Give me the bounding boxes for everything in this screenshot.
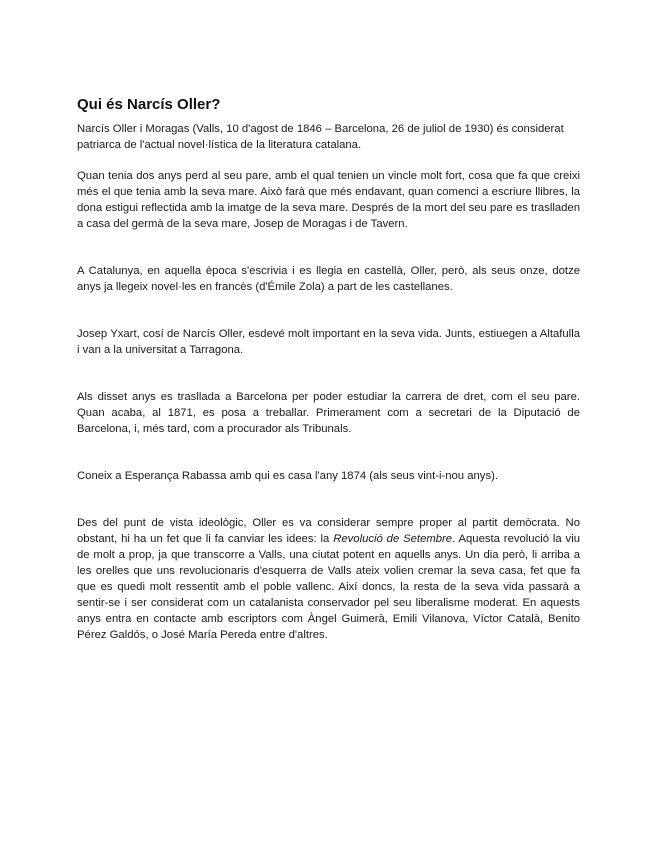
paragraph-languages: A Catalunya, en aquella època s'escrivia i es llegia en castellà, Oller, però, als seus onze, dotze anys ja llegeix novel·les en francès (d'Émile Zola) a part de les castellanes. (77, 265, 580, 293)
revolution-italic: Revolució de Setembre (333, 533, 453, 545)
ideology-text-part1: Des del punt de vista ideològic, Oller es va considerar sempre proper al partit demòcrata. No obstant, hi ha un fet que li fa canviar les idees: la (77, 517, 580, 545)
paragraph-childhood: Quan tenia dos anys perd al seu pare, amb el qual tenien un vincle molt fort, cosa que fa que creixi més el que tenia amb la seva mare. Això farà que més endavant, quan comenci a escriure llibres, la dona estigui reflectida amb la imatge de la seva mare. Després de la mort del seu pare es traslladen a casa del germà de la seva mare, Josep de Moragas i de Tavern. (77, 170, 580, 230)
document-title: Qui és Narcís Oller? (77, 96, 221, 113)
document-page (77, 96, 580, 643)
paragraph-marriage: Coneix a Esperança Rabassa amb qui es casa l'any 1874 (als seus vint-i-nou anys). (77, 470, 498, 482)
paragraph-ideology (77, 515, 580, 643)
paragraph-intro: Narcís Oller i Moragas (Valls, 10 d'agost de 1846 – Barcelona, 26 de juliol de 1930) és considerat patriarca de l'actual novel·lística de la literatura catalana. (77, 123, 564, 151)
paragraph-studies: Als disset anys es trasllada a Barcelona per poder estudiar la carrera de dret, com el seu pare. Quan acaba, al 1871, es posa a treballar. Primerament com a secretari de la Diputació de Barcelona, i, més tard, com a procurador als Tribunals. (77, 391, 580, 435)
ideology-text-part2: . Aquesta revolució la viu de molt a prop, ja que transcorre a Valls, una ciutat potent en aquells anys. Un dia però, li arriba a les orelles que uns revolucionaris d'esquerra de Valls ateix volien cremar la seva casa, fet que fa que es quedi molt ressentit amb el poble vallenc. Així doncs, la resta de la seva vida passarà a sentir-se i ser considerat com un catalanista conservador pel seu liberalisme moderat. En aquests anys entra en contacte amb escriptors com Àngel Guimerà, Emili Vilanova, Víctor Català, Benito Pérez Galdós, o José María Pereda entre d'altres. (77, 533, 580, 641)
paragraph-cousin: Josep Yxart, cosí de Narcís Oller, esdevé molt important en la seva vida. Junts, estiuegen a Altafulla i van a la universitat a Tarragona. (77, 328, 580, 356)
